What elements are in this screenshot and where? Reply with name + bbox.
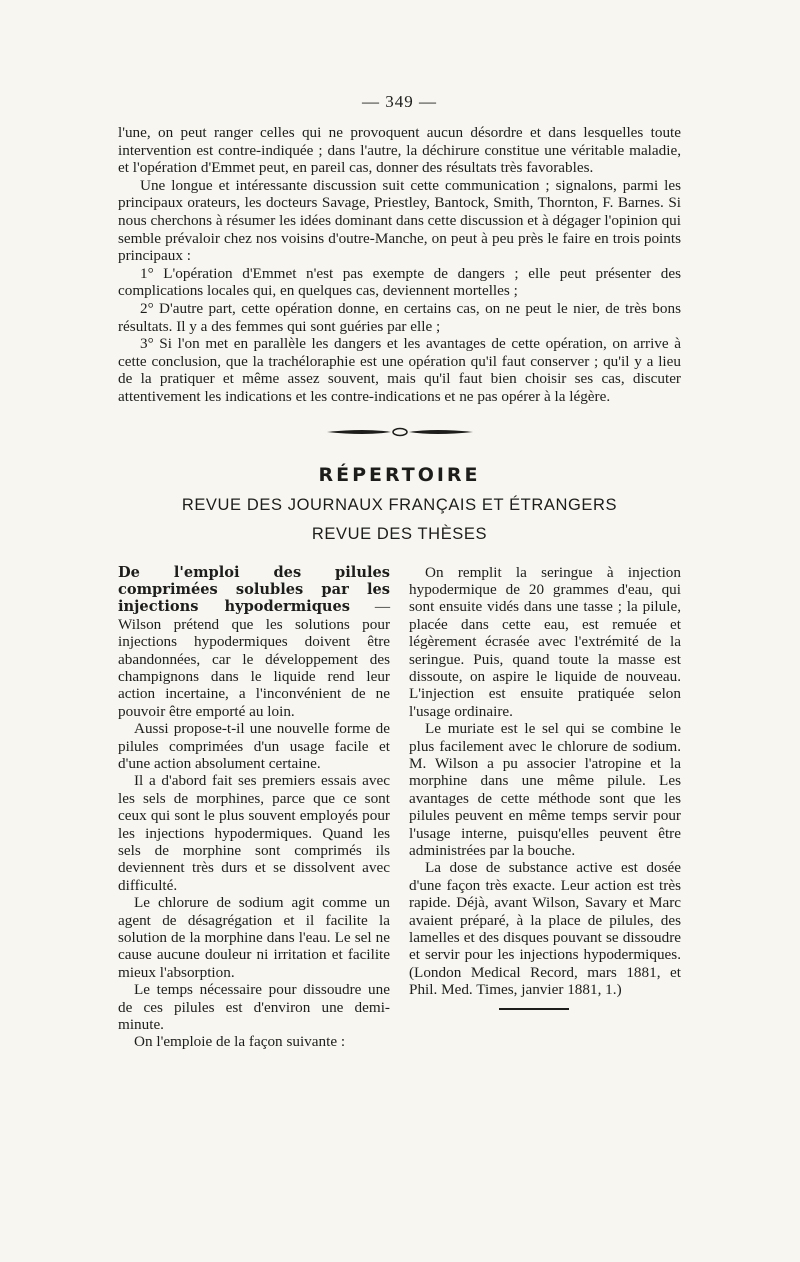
subhead-theses: REVUE DES THÈSES — [311, 524, 488, 543]
intro-text — [118, 124, 681, 406]
article-paragraph: Aussi propose-t-il une nouvelle forme de pilules comprimées d'un usage facile et d'une action absolument certaine. — [118, 720, 390, 772]
left-column — [118, 564, 390, 1051]
page — [118, 92, 681, 1051]
right-column — [409, 564, 681, 1051]
subhead-journals: REVUE DES JOURNAUX FRANÇAIS ET ÉTRANGERS — [181, 495, 618, 514]
page-number: — 349 — — [362, 92, 437, 111]
article-paragraph: Il a d'abord fait ses premiers essais avec les sels de morphines, parce que ce sont ceux qui sont le plus souvent employés pour les injections hypodermiques. Quand les sels de morphine sont comprimés ils deviennent très durs et se dissolvent avec difficulté. — [118, 772, 390, 894]
article-paragraph: On l'emploie de la façon suivante : — [134, 1033, 346, 1051]
intro-paragraph-2: Une longue et intéressante discussion suit cette communication ; signalons, parmi les principaux orateurs, les docteurs Savage, Priestley, Bantock, Smith, Thornton, F. Barnes. Si nous cherchons à résumer les idées dominant dans cette discussion et à dégager l'opinion qui semble prévaloir chez nos voisins d'outre-Manche, on peut à peu près le faire en trois points principaux : — [118, 176, 681, 265]
article-paragraph: La dose de substance active est dosée d'une façon très exacte. Leur action est très rapide. Déjà, avant Wilson, Savary et Marc avaient préparé, à la place de pilules, des lamelles et des disques pouvant se dissoudre et servir pour les injections hypodermiques. (London Medical Record, mars 1881, et Phil. Med. Times, janvier 1881, 1.) — [409, 859, 681, 999]
intro-paragraph-4: 2° D'autre part, cette opération donne, en certains cas, on ne peut le nier, de très bons résultats. Il y a des femmes qui sont guéries par elle ; — [118, 299, 681, 335]
article-paragraph: On remplit la seringue à injection hypodermique de 20 grammes d'eau, qui sont ensuite vidés dans une tasse ; la pilule, placée dans cette eau, est remuée et légèrement écrasée avec l'extrémité de la seringue. Puis, quand toute la masse est dissoute, on aspire le liquide de nouveau. L'injection est ensuite pratiquée selon l'usage ordinaire. — [409, 563, 681, 720]
article-columns — [118, 564, 681, 1051]
intro-paragraph-5: 3° Si l'on met en parallèle les dangers et les avantages de cette opération, on arrive à cette conclusion, que la trachéloraphie est une opération qu'il faut conserver ; qu'il y a lieu de la pratiquer et même assez souvent, mais qu'il faut bien choisir ses cas, discuter attentivement les indications et les contre-indications et ne pas opérer à la légère. — [118, 335, 681, 405]
article-paragraph: Le muriate est le sel qui se combine le plus facilement avec le chlorure de sodium. M. Wilson a pu associer l'atropine et la morphine dans une même pilule. Les avantages de cette méthode sont que les pilules peuvent en même temps servir pour l'usage interne, puisqu'elles peuvent être administrées par la bouche. — [409, 720, 681, 859]
article-paragraph — [118, 564, 390, 721]
article-paragraph: Le chlorure de sodium agit comme un agent de désagrégation et il facilite la solution de la morphine dans l'eau. Le sel ne cause aucune douleur ni irritation et facilite mieux l'absorption. — [118, 894, 390, 981]
article-paragraph: Le temps nécessaire pour dissoudre une de ces pilules est d'environ une demi-minute. — [118, 981, 390, 1034]
end-rule-icon — [499, 1007, 569, 1011]
section-title: RÉPERTOIRE — [318, 463, 481, 486]
intro-paragraph-3: 1° L'opération d'Emmet n'est pas exempte de dangers ; elle peut présenter des complications locales qui, en quelques cas, deviennent mortelles ; — [118, 264, 681, 300]
article-lead: — Wilson prétend que les solutions pour injections hypodermiques doivent être abandonnées, car le développement des champignons dans le liquide rend leur action incertaine, a l'inconvénient de ne pouvoir être emporté au loin. — [118, 598, 390, 720]
ornament-divider-icon — [325, 426, 475, 438]
intro-paragraph-1: l'une, on peut ranger celles qui ne provoquent aucun désordre et dans lesquelles toute intervention est contre-indiquée ; dans l'autre, la déchirure constitue une véritable maladie, et l'opération d'Emmet peut, en pareil cas, donner des résultats très favorables. — [118, 124, 681, 177]
article-title: De l'emploi des pilules comprimées solubles par les injections hypodermiques — [118, 563, 390, 616]
